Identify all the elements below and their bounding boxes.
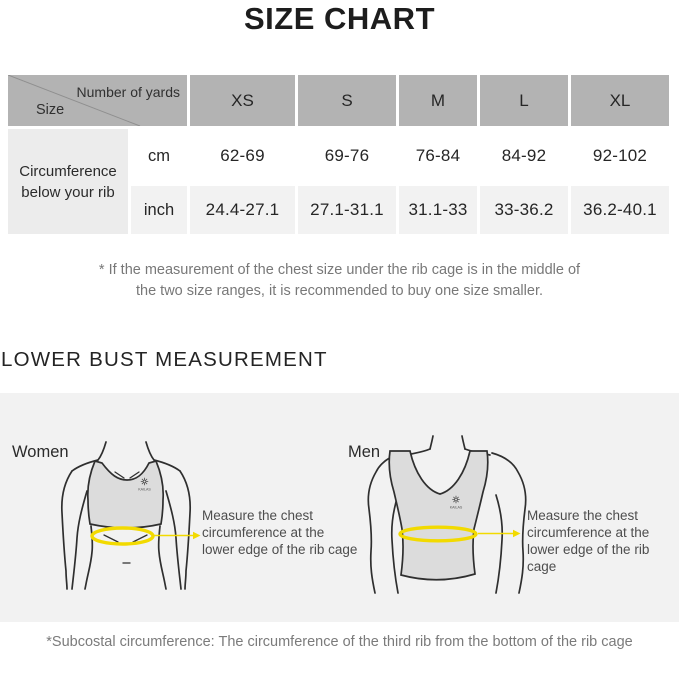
measurement-panel <box>0 393 679 622</box>
women-measure-note-line: lower edge of the rib cage <box>202 542 358 557</box>
men-measure-note <box>527 507 679 575</box>
size-col-header-xl: XL <box>571 75 669 126</box>
women-measure-note-line: circumference at the <box>202 525 325 540</box>
men-vest <box>389 451 488 580</box>
men-measure-note-line: lower edge of the rib cage <box>527 542 650 574</box>
value-cell: 76-84 <box>415 146 461 165</box>
size-chart-table <box>5 72 672 237</box>
value-cell: 27.1-31.1 <box>298 186 396 234</box>
women-figure <box>62 442 190 589</box>
diagonal-divider-line <box>8 75 187 126</box>
brand-logo-men-text: KAILAS <box>449 505 463 510</box>
size-note-line2: the two size ranges, it is recommended to buy one size smaller. <box>136 282 543 299</box>
size-header-row <box>8 75 669 126</box>
page-title: SIZE CHART <box>244 1 435 36</box>
size-col-header-xs: XS <box>190 75 295 126</box>
value-cell: 33-36.2 <box>480 186 568 234</box>
value-cell: 69-76 <box>324 146 370 165</box>
value-cell: 92-102 <box>592 146 648 165</box>
women-measure-note <box>202 507 357 558</box>
corner-top-label: Number of yards <box>76 84 180 100</box>
diagonal-header-cell <box>8 75 187 126</box>
women-arrow-head-icon <box>193 532 201 539</box>
men-label: Men <box>348 443 381 461</box>
men-measure-note-line: circumference at the <box>527 525 650 540</box>
brand-logo-women-text: KAILAS <box>138 487 151 492</box>
men-figure <box>368 436 525 593</box>
corner-bottom-label: Size <box>36 102 65 118</box>
size-col-header-m: M <box>399 75 477 126</box>
men-measure-note-line: Measure the chest <box>527 508 639 523</box>
section-heading: LOWER BUST MEASUREMENT <box>1 348 328 371</box>
size-note <box>0 260 679 301</box>
women-label: Women <box>12 443 69 461</box>
cm-row <box>8 129 669 183</box>
women-measure-note-line: Measure the chest <box>202 508 314 523</box>
unit-cell-cm: cm <box>148 146 170 165</box>
size-col-header-s: S <box>298 75 396 126</box>
value-cell: 31.1-33 <box>399 186 477 234</box>
women-bra <box>88 461 163 528</box>
row-label-cell: Circumference below your rib <box>8 129 128 234</box>
value-cell: 24.4-27.1 <box>190 186 295 234</box>
subcostal-footnote: *Subcostal circumference: The circumference of the third rib from the bottom of the rib cage <box>46 634 633 650</box>
men-arrow-head-icon <box>513 530 521 537</box>
value-cell: 62-69 <box>220 146 265 165</box>
value-cell: 36.2-40.1 <box>571 186 669 234</box>
unit-cell-inch: inch <box>131 186 187 234</box>
size-col-header-l: L <box>480 75 568 126</box>
size-note-line1: * If the measurement of the chest size under the rib cage is in the middle of <box>98 262 581 278</box>
value-cell: 84-92 <box>501 146 547 165</box>
